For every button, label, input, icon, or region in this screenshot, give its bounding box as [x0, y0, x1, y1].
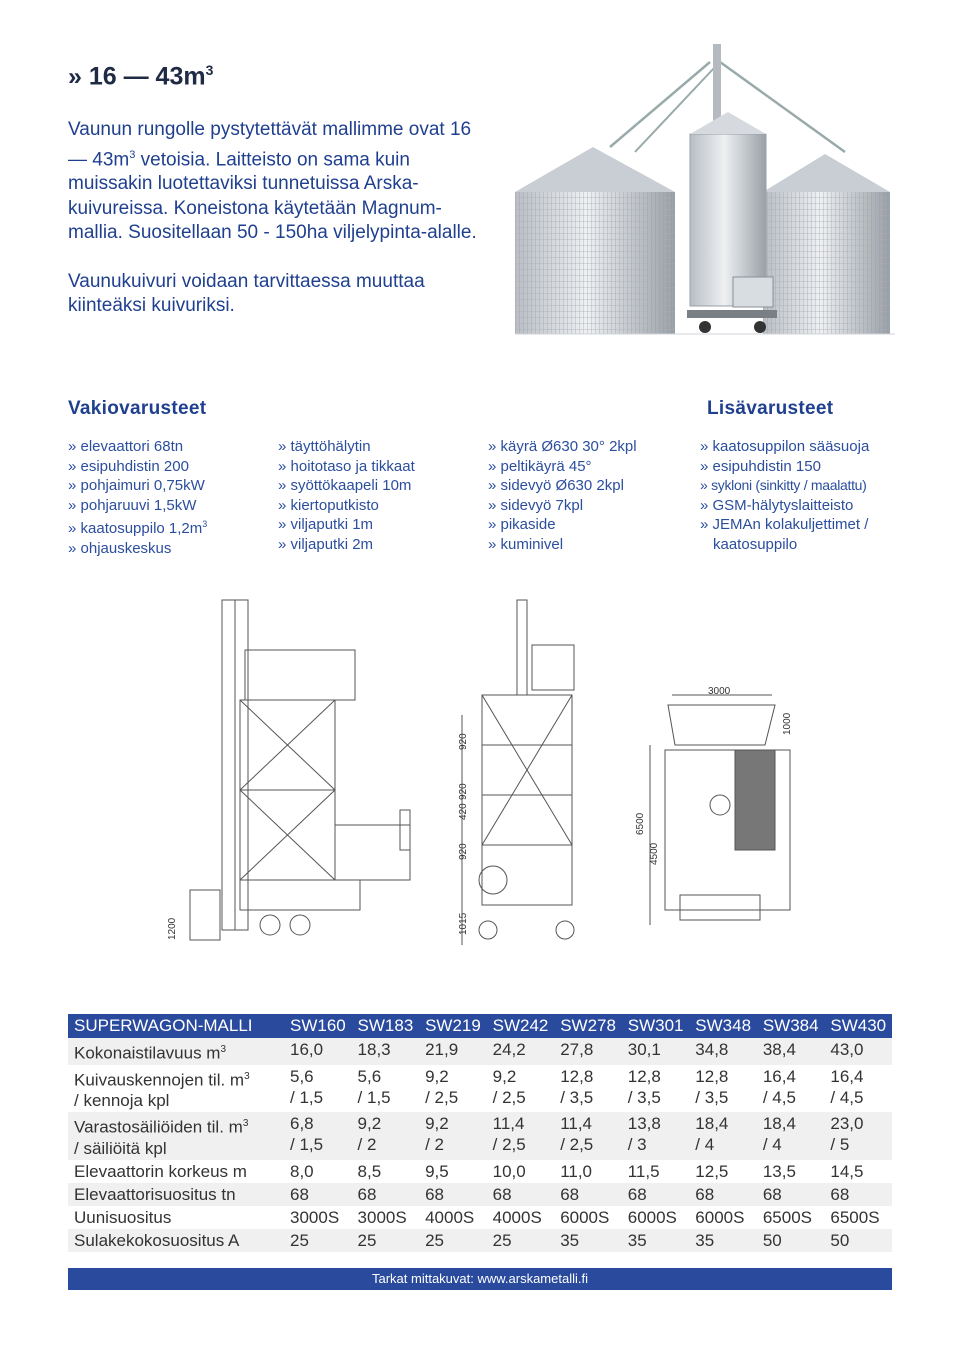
table-row — [68, 1206, 892, 1229]
table-cell: 10,0 — [487, 1160, 555, 1183]
dimension-label: 1200 — [167, 917, 178, 940]
table-row — [68, 1065, 892, 1113]
standard-equipment-heading: Vakiovarusteet — [68, 398, 207, 419]
table-cell: 30,1 — [622, 1038, 690, 1065]
dimension-label: 920 — [458, 733, 469, 750]
table-cell: 43,0 — [824, 1038, 892, 1065]
table-header-cell: SW219 — [419, 1014, 487, 1038]
list-item: » JEMAn kolakuljettimet / — [700, 516, 869, 534]
list-item: » pohjaruuvi 1,5kW — [68, 496, 197, 514]
row-label: Kokonaistilavuus $m^3$ — [68, 1038, 284, 1065]
table-cell: 12,8 / 3,5 — [689, 1065, 757, 1113]
intro-paragraph-2: Vaunukuivuri voidaan tarvittaessa muuttaa kiinteäksi kuivuriksi. — [68, 270, 425, 317]
dimension-label: 920 — [458, 783, 469, 800]
table-cell: 4000S — [487, 1206, 555, 1229]
list-item: » hoitotaso ja tikkaat — [278, 457, 415, 475]
table-cell: 6000S — [554, 1206, 622, 1229]
table-cell: 6500S — [757, 1206, 825, 1229]
table-cell: 12,5 — [689, 1160, 757, 1183]
table-cell: 50 — [824, 1229, 892, 1252]
table-cell: 68 — [622, 1183, 690, 1206]
list-item: » viljaputki 1m — [278, 516, 374, 534]
intro-text — [68, 118, 488, 343]
table-cell: 4000S — [419, 1206, 487, 1229]
table-cell: 9,2 / 2 — [352, 1112, 420, 1160]
table-cell: 25 — [487, 1229, 555, 1252]
table-header-cell: SW348 — [689, 1014, 757, 1038]
table-header-cell: SUPERWAGON-MALLI — [68, 1014, 284, 1038]
table-cell: 9,2 / 2,5 — [487, 1065, 555, 1113]
table-row — [68, 1160, 892, 1183]
table-cell: 68 — [419, 1183, 487, 1206]
list-item: » sidevyö 7kpl — [488, 496, 584, 514]
table-row — [68, 1229, 892, 1252]
dimension-label: 1000 — [782, 712, 793, 735]
list-item: » käyrä Ø630 30° 2kpl — [488, 438, 637, 455]
table-cell: 6000S — [622, 1206, 690, 1229]
table-cell: 24,2 — [487, 1038, 555, 1065]
front-view-drawing — [462, 600, 574, 945]
table-row — [68, 1038, 892, 1065]
row-label: Sulakekokosuositus A — [68, 1229, 284, 1252]
table-cell: 8,0 — [284, 1160, 352, 1183]
list-item: » kaatosuppilo $1,2m^3$ — [68, 519, 208, 538]
table-cell: 5,6 / 1,5 — [352, 1065, 420, 1113]
list-item: » esipuhdistin 150 — [700, 457, 821, 475]
table-cell: 25 — [419, 1229, 487, 1252]
side-view-drawing — [190, 600, 410, 940]
dimension-label: 420 — [458, 803, 469, 820]
list-item: » kiertoputkisto — [278, 496, 379, 514]
table-cell: 3000S — [284, 1206, 352, 1229]
table-cell: 16,4 / 4,5 — [824, 1065, 892, 1113]
list-item: » sykloni (sinkitty / maalattu) — [700, 477, 867, 494]
list-item: » viljaputki 2m — [278, 535, 374, 553]
table-cell: 68 — [284, 1183, 352, 1206]
table-cell: 11,4 / 2,5 — [487, 1112, 555, 1160]
list-item: » sidevyö Ø630 2kpl — [488, 477, 624, 495]
table-cell: 25 — [284, 1229, 352, 1252]
table-cell: 18,3 — [352, 1038, 420, 1065]
table-cell: 35 — [622, 1229, 690, 1252]
spec-table — [68, 1014, 892, 1252]
table-cell: 13,5 — [757, 1160, 825, 1183]
dryer-silo-photo — [515, 42, 895, 338]
list-item: » syöttökaapeli 10m — [278, 477, 412, 495]
table-cell: 68 — [487, 1183, 555, 1206]
table-cell: 18,4 / 4 — [689, 1112, 757, 1160]
table-header-cell: SW384 — [757, 1014, 825, 1038]
table-cell: 16,4 / 4,5 — [757, 1065, 825, 1113]
dimension-label: 920 — [458, 843, 469, 860]
table-cell: 68 — [352, 1183, 420, 1206]
table-cell: 6500S — [824, 1206, 892, 1229]
table-cell: 5,6 / 1,5 — [284, 1065, 352, 1113]
row-label: Elevaattorin korkeus m — [68, 1160, 284, 1183]
table-cell: 18,4 / 4 — [757, 1112, 825, 1160]
footer-bar: Tarkat mittakuvat: www.arskametalli.fi — [68, 1268, 892, 1290]
list-item: kaatosuppilo — [713, 535, 798, 553]
table-cell: 27,8 — [554, 1038, 622, 1065]
table-cell: 11,5 — [622, 1160, 690, 1183]
table-header-cell: SW301 — [622, 1014, 690, 1038]
table-cell: 13,8 / 3 — [622, 1112, 690, 1160]
table-cell: 21,9 — [419, 1038, 487, 1065]
standard-equipment-list-2 — [278, 437, 415, 555]
table-header-cell: SW242 — [487, 1014, 555, 1038]
list-item: » elevaattori 68tn — [68, 438, 184, 455]
list-item: » pohjaimuri 0,75kW — [68, 477, 205, 495]
row-label: Varastosäiliöiden til. $m^3$ / säiliöitä kpl — [68, 1112, 284, 1160]
table-cell: 6,8 / 1,5 — [284, 1112, 352, 1160]
list-item: » ohjauskeskus — [68, 539, 172, 557]
list-item: » kaatosuppilon sääsuoja — [700, 438, 870, 455]
table-cell: 68 — [757, 1183, 825, 1206]
table-cell: 11,0 — [554, 1160, 622, 1183]
list-item: » kuminivel — [488, 535, 564, 553]
row-label: Uunisuositus — [68, 1206, 284, 1229]
table-cell: 9,5 — [419, 1160, 487, 1183]
table-cell: 14,5 — [824, 1160, 892, 1183]
table-cell: 11,4 / 2,5 — [554, 1112, 622, 1160]
list-item: » GSM-hälytyslaitteisto — [700, 496, 854, 514]
table-cell: 3000S — [352, 1206, 420, 1229]
intro-paragraph-1: Vaunun rungolle pystytettävät mallimme ovat 16 — $43m^3$ vetoisia. Laitteisto on sama kuin muissakin luotettaviksi tunnetuissa Arska-kuivureissa. Koneistona käytetään Magnum-mallia. Suositellaan 50 - 150ha viljelypinta-alalle. — [68, 119, 477, 244]
table-row — [68, 1183, 892, 1206]
list-item: » peltikäyrä 45° — [488, 457, 592, 475]
dimension-label: 6500 — [635, 812, 646, 835]
page-title: » 16 — $43m^3$ — [68, 62, 214, 91]
table-header-cell: SW160 — [284, 1014, 352, 1038]
list-item: » pikaside — [488, 516, 556, 534]
table-cell: 38,4 — [757, 1038, 825, 1065]
list-item: » esipuhdistin 200 — [68, 457, 189, 475]
dimension-label: 4500 — [649, 842, 660, 865]
list-item: » täyttöhälytin — [278, 438, 371, 455]
optional-equipment-heading: Lisävarusteet — [707, 398, 834, 419]
table-header-row — [68, 1014, 892, 1038]
table-header-cell: SW183 — [352, 1014, 420, 1038]
table-cell: 12,8 / 3,5 — [622, 1065, 690, 1113]
table-cell: 35 — [554, 1229, 622, 1252]
dimension-label: 3000 — [708, 686, 731, 697]
table-cell: 25 — [352, 1229, 420, 1252]
row-label: Elevaattorisuositus tn — [68, 1183, 284, 1206]
optional-equipment-list — [700, 437, 869, 555]
technical-drawings — [160, 595, 800, 960]
table-row — [68, 1112, 892, 1160]
table-cell: 8,5 — [352, 1160, 420, 1183]
top-view-drawing — [650, 695, 790, 925]
table-cell: 50 — [757, 1229, 825, 1252]
table-cell: 23,0 / 5 — [824, 1112, 892, 1160]
table-cell: 9,2 / 2 — [419, 1112, 487, 1160]
table-cell: 12,8 / 3,5 — [554, 1065, 622, 1113]
table-cell: 9,2 / 2,5 — [419, 1065, 487, 1113]
table-cell: 68 — [689, 1183, 757, 1206]
table-cell: 34,8 — [689, 1038, 757, 1065]
table-cell: 6000S — [689, 1206, 757, 1229]
standard-equipment-list-3 — [488, 437, 637, 555]
table-header-cell: SW278 — [554, 1014, 622, 1038]
table-cell: 68 — [824, 1183, 892, 1206]
table-cell: 68 — [554, 1183, 622, 1206]
table-cell: 35 — [689, 1229, 757, 1252]
table-header-cell: SW430 — [824, 1014, 892, 1038]
dimension-label: 1015 — [458, 912, 469, 935]
row-label: Kuivauskennojen til. $m^3$ / kennoja kpl — [68, 1065, 284, 1113]
standard-equipment-list-1 — [68, 437, 207, 559]
table-cell: 16,0 — [284, 1038, 352, 1065]
